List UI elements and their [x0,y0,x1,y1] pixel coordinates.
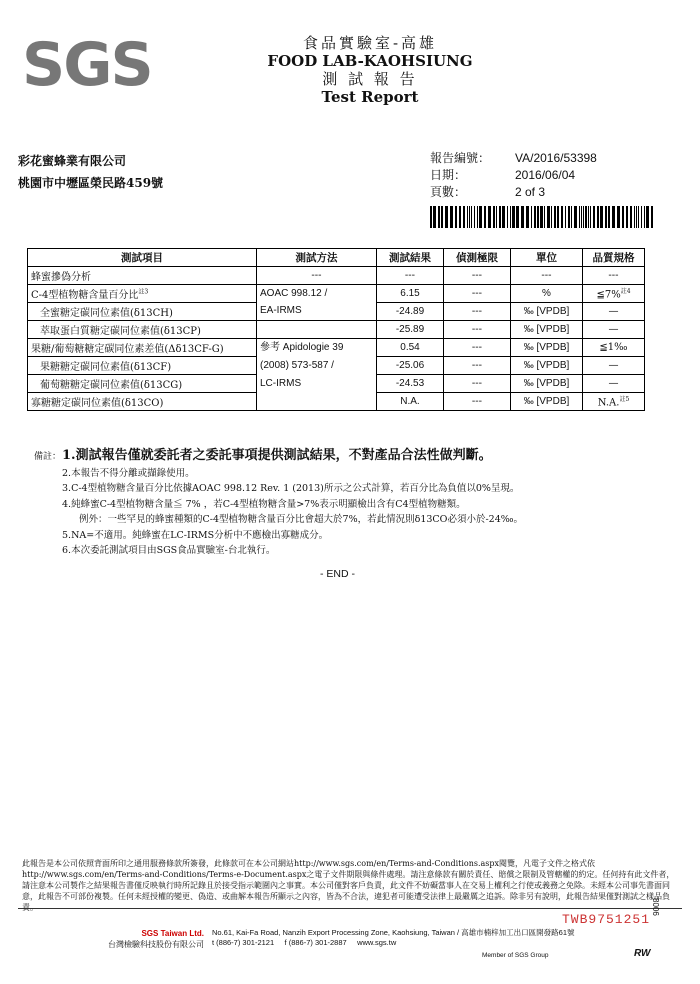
barcode-bar [430,206,432,228]
barcode-bar [547,206,550,228]
table-row [28,339,645,357]
vertical-code: 8006 [651,898,660,916]
spec-cell: — [583,375,645,393]
cell: --- [583,267,645,285]
page-count: 2 of 3 [515,185,546,199]
result-cell: N.A. [377,393,444,411]
unit-cell: ‰ [VPDB] [511,339,583,357]
footer-divider [18,908,682,909]
barcode-bar [540,206,543,228]
website: www.sgs.tw [357,938,397,947]
barcode-bar [488,206,491,228]
method-cell [257,285,377,321]
result-cell: -24.89 [377,303,444,321]
barcode-bar [531,206,532,228]
unit-cell: ‰ [VPDB] [511,375,583,393]
member-of-sgs: Member of SGS Group [482,952,549,959]
client-address: 桃園市中壢區榮民路459號 [18,176,164,190]
barcode-bar [521,206,524,228]
barcode-bar [600,206,603,228]
barcode-bar [463,206,465,228]
barcode-bar [438,206,440,228]
item-cell: 萃取蛋白質糖定碳同位素值(δ13CP) [28,321,257,339]
address: No.61, Kai-Fa Road, Nanzih Export Processing Zone, Kaohsiung, Taiwan / 高雄市楠梓加工出口區開發路61號 [212,928,575,937]
report-no-label: 報告編號： [430,151,491,165]
col-method: 測試方法 [257,249,377,267]
barcode-bar [484,206,486,228]
barcode-bar [516,206,519,228]
barcode-bar [537,206,539,228]
limit-cell: --- [444,303,511,321]
barcode-bar [469,206,470,228]
section-label: 蜂蜜摻偽分析 [28,267,257,285]
barcode-bar [638,206,639,228]
method-text: 參考 Apidologie 39 [260,342,344,353]
note-3: 3.C-4型植物糖含量百分比依據AOAC 998.12 Rev. 1 (2013)所示之公式計算，若百分比為負值以0%呈現。 [62,483,520,494]
barcode-bar [593,206,595,228]
barcode-bar [512,206,515,228]
barcode-bar [605,206,607,228]
unit-cell: ‰ [VPDB] [511,321,583,339]
unit-cell: ‰ [VPDB] [511,393,583,411]
barcode-bar [544,206,545,228]
barcode-bar [433,206,436,228]
method-text: EA-IRMS [260,305,302,316]
barcode-bar [474,206,475,228]
barcode-bar [510,206,511,228]
result-cell: 6.15 [377,285,444,303]
pages-label: 頁數： [430,185,467,199]
barcode-bar [554,206,556,228]
sgs-logo: SGS [22,30,152,100]
limit-cell: --- [444,285,511,303]
barcode-bar [568,206,570,228]
barcode-bar [651,206,653,228]
note-2: 2.本報告不得分離或擷錄使用。 [62,467,195,479]
barcode-bar [581,206,582,228]
barcode-bar [526,206,529,228]
barcode-bar [455,206,457,228]
item-cell: 葡萄糖糖定碳同位素值(δ13CG) [28,375,257,393]
note-6: 6.本次委託測試項目由SGS食品實驗室-台北執行。 [62,545,276,556]
barcode-bar [471,206,472,228]
notes-block [34,448,674,559]
barcode-bar [561,206,563,228]
barcode-bar [459,206,461,228]
barcode-bar [450,206,453,228]
item-cell: 寡糖糖定碳同位素值(δ13CO) [28,393,257,411]
item-label: C-4型植物糖含量百分比 [31,290,139,301]
cell: --- [377,267,444,285]
fax: f (886-7) 301-2887 [284,938,347,947]
barcode-bar [507,206,508,228]
col-limit: 偵測極限 [444,249,511,267]
spec-cell: — [583,357,645,375]
barcode-bar [479,206,482,228]
barcode-bar [644,206,645,228]
limit-cell: --- [444,339,511,357]
lab-title-en: FOOD LAB-KAOHSIUNG [267,52,473,70]
spec-note: 註4 [620,288,631,296]
company-zh: 台灣檢驗科技股份有限公司 [108,940,204,949]
item-cell: 果糖/葡萄糖糖定碳同位素差值(Δδ13CF-G) [28,339,257,357]
barcode-bar [441,206,443,228]
disclaimer: 此報告是本公司依照背面所印之通用服務條款所簽發，此條款可在本公司網站http://www.sgs.com/en/Terms-and-Conditions.aspx閱覽，凡電子文件之格式依http://www.sgs.com/en/Terms-and-Conditions/Terms-e-Document.aspx之電子文件期限與條件處理。請注意條款有關於責任、賠償之限制及管轄權的約定。任何持有此文件者，請注意本公司製作之結果報告書僅反映執行時所記錄且於接受指示範圍內之事實。本公司僅對客戶負責，此文件不妨礙當事人在交易上權利之行使或義務之免除。未經本公司事先書面同意，此報告不可部份複製。任何未經授權的變更、偽造、或曲解本報告所顯示之內容，皆為不合法，違犯者可能遭受法律上最嚴厲之追訴。除非另有說明，此報告結果僅對測試之樣品負 [22,859,675,901]
table-row [28,321,645,339]
barcode-bar [622,206,624,228]
barcode-bar [477,206,478,228]
barcode-bar [646,206,649,228]
company-en: SGS Taiwan Ltd. [141,929,204,938]
report-no: VA/2016/53398 [515,151,597,165]
barcode-bar [534,206,536,228]
note-4: 4.純蜂蜜C-4型植物糖含量≦ 7% ，若C-4型植物糖含量>7%表示明顯檢出含有C4型植物糖類。 [62,498,466,510]
item-cell [28,285,257,303]
barcode-bar [499,206,501,228]
table-row [28,285,645,303]
barcode-bar [617,206,620,228]
barcode-bar [496,206,497,228]
result-cell: -25.06 [377,357,444,375]
barcode-bar [641,206,642,228]
barcode [430,206,656,228]
barcode-bar [467,206,468,228]
result-cell: -25.89 [377,321,444,339]
spec-cell [583,285,645,303]
table-header-row [28,249,645,267]
report-meta [430,150,597,201]
serial-number: TWB9751251 [562,912,651,927]
note-4-exception: 例外：一些罕見的蜂蜜種類的C-4型植物糖含量百分比會超大於7%，若此情況則δ13CO必須小於-24‰。 [79,514,524,525]
cell: --- [257,267,377,285]
method-text: LC-IRMS [260,378,302,389]
barcode-bar [590,206,591,228]
client-name: 彩花蜜蜂業有限公司 [18,154,127,168]
limit-cell: --- [444,321,511,339]
col-result: 測試結果 [377,249,444,267]
barcode-bar [630,206,632,228]
address-block [212,928,575,948]
item-note: 註3 [138,288,149,296]
end-marker: - END - [320,568,355,580]
barcode-bar [588,206,589,228]
method-text: (2008) 573-587 / [260,360,334,371]
unit-cell: ‰ [VPDB] [511,357,583,375]
barcode-bar [597,206,599,228]
lab-title-zh: 食品實驗室-高雄 [302,34,438,52]
date-label: 日期： [430,168,467,182]
col-item: 測試項目 [28,249,257,267]
table-row [28,267,645,285]
limit-cell: --- [444,357,511,375]
limit-cell: --- [444,375,511,393]
barcode-bar [571,206,572,228]
barcode-bar [579,206,580,228]
note-1: 1.測試報告僅就委託者之委託事項提供測試結果，不對產品合法性做判斷。 [62,448,492,463]
barcode-bar [574,206,577,228]
method-cell [257,321,377,339]
method-cell [257,339,377,411]
item-cell: 果糖糖定碳同位素值(δ13CF) [28,357,257,375]
report-title-en: Test Report [321,88,419,106]
report-title-zh: 測 試 報 告 [322,70,418,88]
barcode-bar [626,206,628,228]
barcode-bar [636,206,637,228]
results-table [27,248,645,411]
item-cell: 全蜜糖定碳同位素值(δ13CH) [28,303,257,321]
unit-cell: % [511,285,583,303]
spec-cell: — [583,321,645,339]
phone: t (886-7) 301-2121 [212,938,275,947]
barcode-bar [551,206,552,228]
result-cell: -24.53 [377,375,444,393]
barcode-bar [493,206,495,228]
spec-value: N.A. [597,397,620,409]
limit-cell: --- [444,393,511,411]
report-date: 2016/06/04 [515,168,576,182]
unit-cell: ‰ [VPDB] [511,303,583,321]
barcode-bar [557,206,559,228]
col-unit: 單位 [511,249,583,267]
barcode-bar [583,206,584,228]
rw-mark: RW [634,948,651,959]
client-block [18,150,163,194]
barcode-bar [612,206,615,228]
barcode-bar [565,206,566,228]
cell: --- [511,267,583,285]
barcode-bar [634,206,635,228]
col-spec: 品質規格 [583,249,645,267]
result-cell: 0.54 [377,339,444,357]
spec-value: ≦7% [596,289,621,301]
cell: --- [444,267,511,285]
method-text: AOAC 998.12 / [260,288,328,299]
spec-cell [583,393,645,411]
notes-label: 備註： [34,452,62,462]
lab-header [220,34,520,106]
barcode-bar [502,206,505,228]
spec-cell: ≦1‰ [583,339,645,357]
barcode-bar [445,206,448,228]
barcode-bar [608,206,610,228]
note-5: 5.NA=不適用。純蜂蜜在LC-IRMS分析中不應檢出寡糖成分。 [62,529,329,541]
spec-cell: — [583,303,645,321]
sgs-taiwan-block [24,928,204,950]
spec-note: 註5 [619,396,630,404]
barcode-bar [585,206,587,228]
